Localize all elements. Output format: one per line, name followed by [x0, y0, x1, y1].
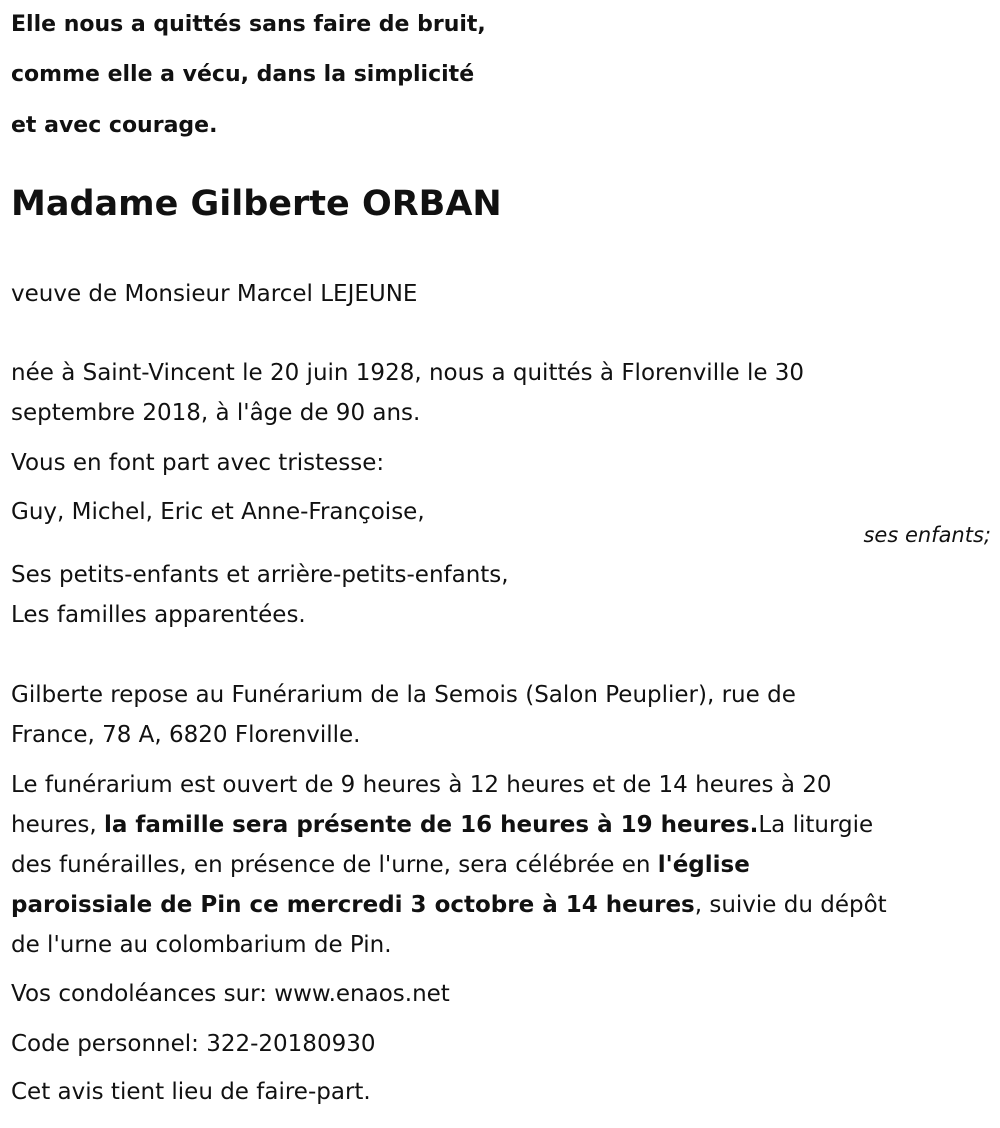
condolences-link: Vos condoléances sur: www.enaos.net — [11, 981, 450, 1007]
deceased-name: Madame Gilberte ORBAN — [11, 184, 502, 224]
repose-location — [11, 675, 796, 755]
birth-line-1: née à Saint-Vincent le 20 juin 1928, nous a quittés à Florenville le 30 — [11, 360, 805, 386]
repose-line-1: Gilberte repose au Funérarium de la Semois (Salon Peuplier), rue de — [11, 682, 796, 708]
personal-code: Code personnel: 322-20180930 — [11, 1031, 376, 1057]
schedule-line-2-post: La liturgie — [758, 812, 874, 838]
epigraph-line-1: Elle nous a quittés sans faire de bruit, — [11, 12, 486, 37]
family-presence-hours: la famille sera présente de 16 heures à 19 heures. — [104, 812, 759, 838]
church-and-date: paroissiale de Pin ce mercredi 3 octobre à 14 heures — [11, 892, 695, 918]
repose-line-2: France, 78 A, 6820 Florenville. — [11, 722, 361, 748]
birth-death-details — [11, 353, 804, 433]
children-names: Guy, Michel, Eric et Anne-Françoise, — [11, 499, 425, 525]
epigraph-line-3: et avec courage. — [11, 113, 218, 138]
schedule-line-4-post: , suivie du dépôt — [694, 892, 887, 918]
epigraph-line-2: comme elle a vécu, dans la simplicité — [11, 62, 475, 87]
funeral-schedule — [11, 765, 887, 965]
children-role: ses enfants; — [863, 523, 991, 547]
schedule-line-3-pre: des funérailles, en présence de l'urne, sera célébrée en — [11, 852, 658, 878]
notice-statement: Cet avis tient lieu de faire-part. — [11, 1079, 371, 1105]
grandchildren: Ses petits-enfants et arrière-petits-enfants, — [11, 562, 509, 588]
birth-line-2: septembre 2018, à l'âge de 90 ans. — [11, 400, 421, 426]
schedule-line-1: Le funérarium est ouvert de 9 heures à 12 heures et de 14 heures à 20 — [11, 772, 832, 798]
schedule-line-2-pre: heures, — [11, 812, 105, 838]
widow-of: veuve de Monsieur Marcel LEJEUNE — [11, 281, 418, 307]
schedule-line-5: de l'urne au colombarium de Pin. — [11, 932, 392, 958]
relatives: Les familles apparentées. — [11, 602, 306, 628]
church-name-start: l'église — [657, 852, 750, 878]
announce-text: Vous en font part avec tristesse: — [11, 450, 385, 476]
